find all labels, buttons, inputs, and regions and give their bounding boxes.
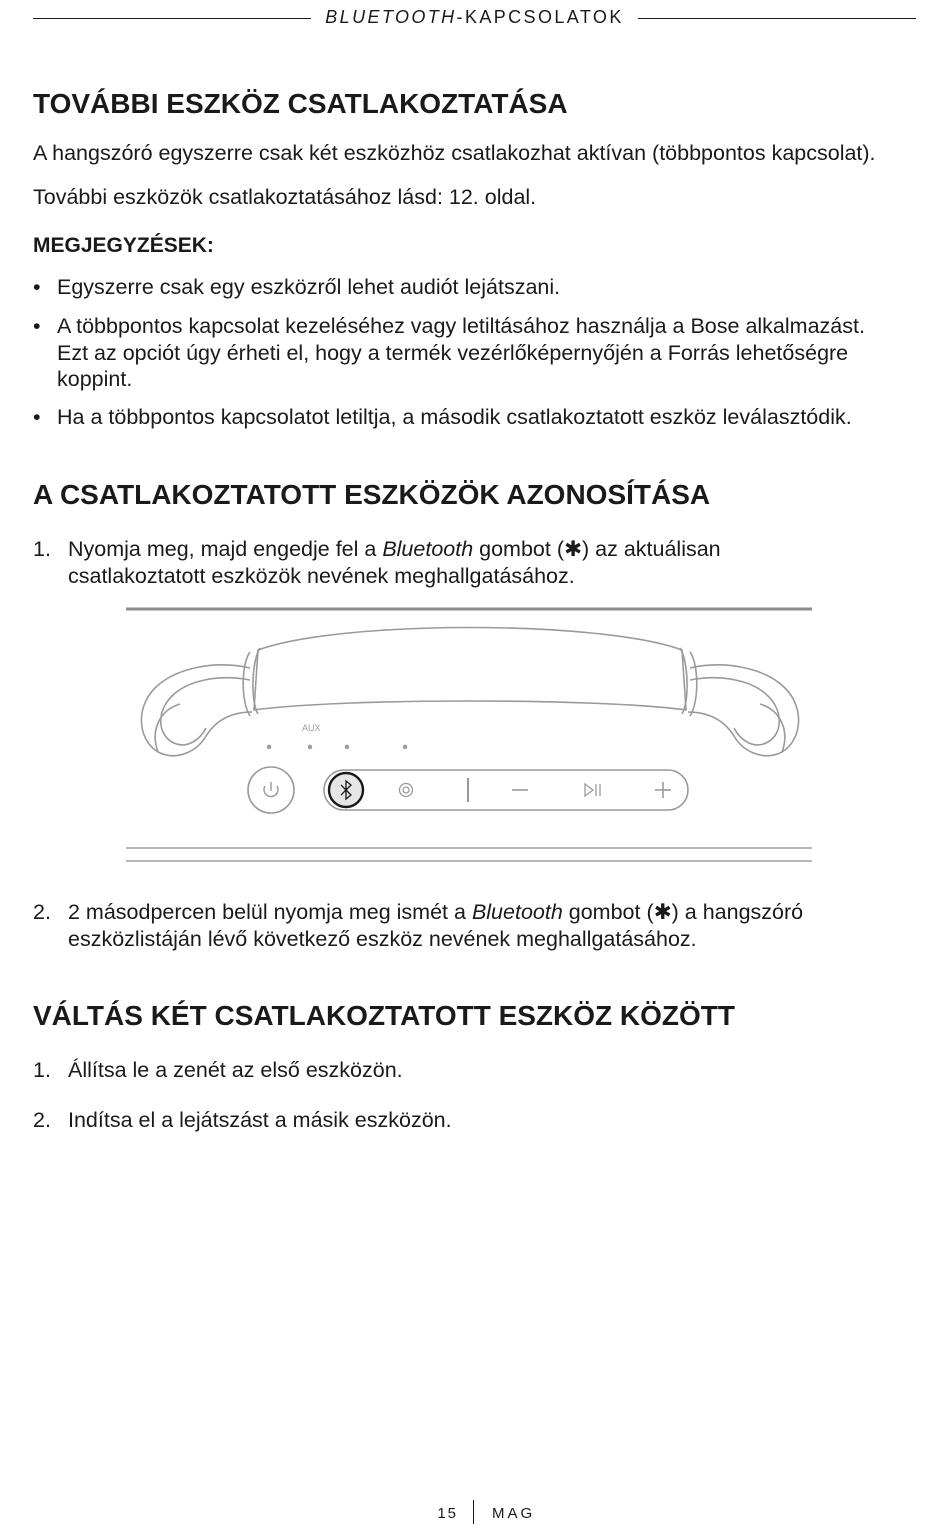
led-dot [403,745,407,749]
paragraph-see-page: További eszközök csatlakoztatásához lásd: 12. oldal. [33,185,537,209]
language-code: MAG [492,1505,536,1522]
step-text: Indítsa el a lejátszást a másik eszközön. [68,1108,452,1132]
bullet-icon: • [33,314,41,338]
step-number: 2. [33,900,51,924]
section-heading-switch-devices: VÁLTÁS KÉT CSATLAKOZTATOTT ESZKÖZ KÖZÖTT [33,1000,736,1031]
source-icon [400,784,413,797]
note-text: A többpontos kapcsolat kezeléséhez vagy letiltásához használja a Bose alkalmazást. Ezt az opciót úgy érheti el, hogy a termék vezérlőképernyőjén a Forrás lehetőségre koppint. [57,314,865,391]
paragraph-multipoint: A hangszóró egyszerre csak két eszközhöz csatlakozhat aktívan (többpontos kapcsolat). [33,141,876,165]
note-text: Egyszerre csak egy eszközről lehet audiót lejátszani. [57,275,561,299]
header-title-italic: BLUETOOTH [325,7,457,27]
play-pause-icon [585,784,600,796]
section-heading-additional-device: TOVÁBBI ESZKÖZ CSATLAKOZTATÁSA [33,88,568,119]
control-bar [324,770,688,810]
led-dot [308,745,312,749]
volume-up-icon [655,782,671,798]
led-dot [267,745,271,749]
running-header [311,7,638,28]
led-dot [345,745,349,749]
bullet-icon: • [33,275,41,299]
handle-grip [254,628,686,711]
bullet-icon: • [33,405,41,429]
step-text: 2 másodpercen belül nyomja meg ismét a Bluetooth gombot (✱) a hangszóró eszközlistáján lévő következő eszköz nevének meghallgatásához. [68,900,804,951]
aux-label: AUX [302,723,321,733]
footer-separator [473,1500,474,1524]
step-number: 2. [33,1108,51,1132]
page-number: 15 [437,1505,458,1522]
step-number: 1. [33,537,51,561]
notes-label: MEGJEGYZÉSEK: [33,234,214,257]
step-text: Nyomja meg, majd engedje fel a Bluetooth gombot (✱) az aktuálisan csatlakoztatott eszközök nevének meghallgatásához. [68,537,721,588]
note-text: Ha a többpontos kapcsolatot letiltja, a második csatlakoztatott eszköz leválasztódik. [57,405,852,429]
speaker-top-illustration [120,600,820,870]
header-title-rest: -KAPCSOLATOK [456,7,624,27]
power-icon [264,782,278,797]
header-rule-left [33,18,311,19]
step-number: 1. [33,1058,51,1082]
header-rule-right [638,18,916,19]
section-heading-identify-devices: A CSATLAKOZTATOTT ESZKÖZÖK AZONOSÍTÁSA [33,479,711,510]
step-text: Állítsa le a zenét az első eszközön. [68,1058,403,1082]
